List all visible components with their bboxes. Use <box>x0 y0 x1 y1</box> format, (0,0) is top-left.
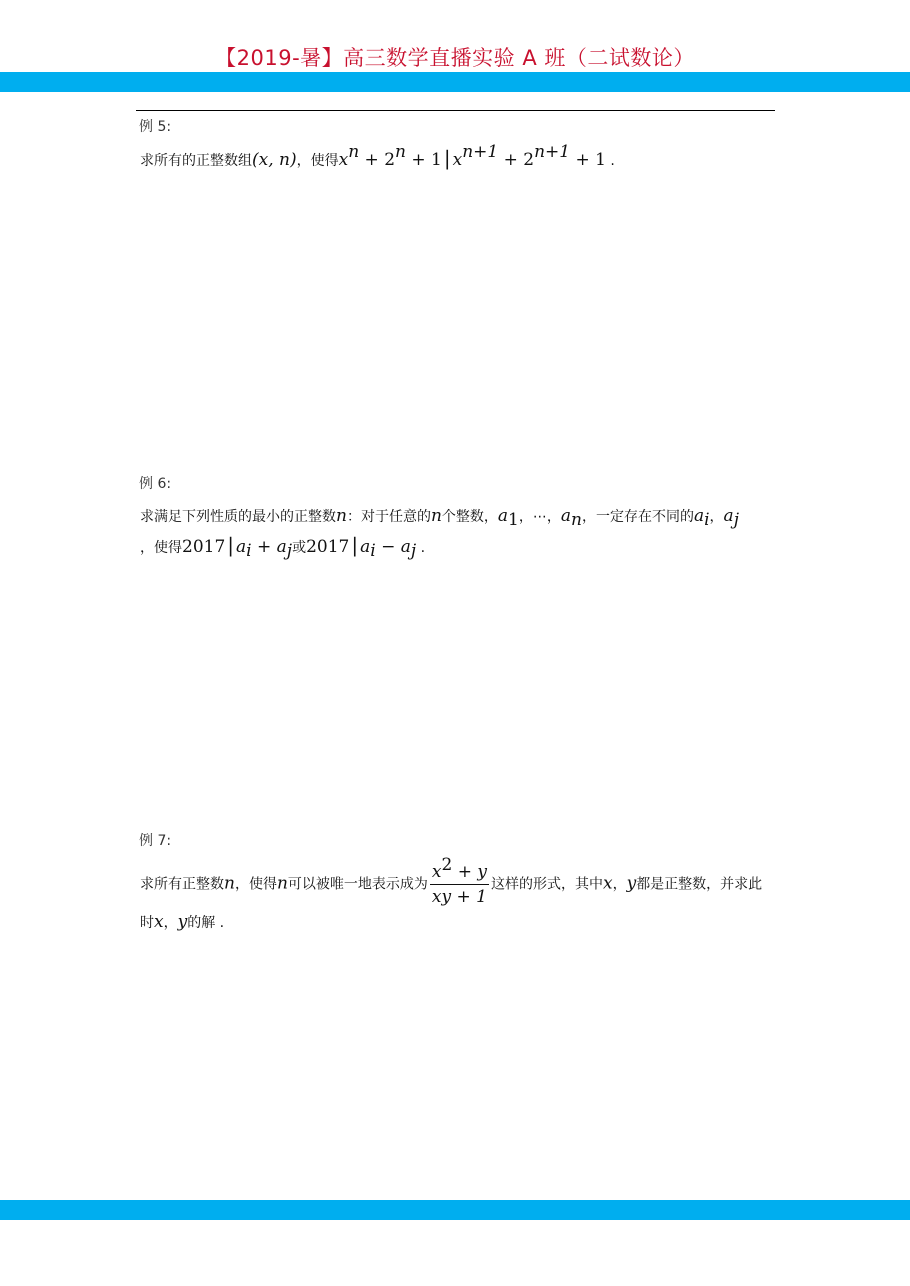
math-sub: i <box>704 510 710 530</box>
header-rule <box>136 110 775 111</box>
fraction-denominator: xy + 1 <box>431 887 487 907</box>
math: − <box>375 537 401 557</box>
math: a <box>400 537 411 557</box>
text: ，使得 <box>140 540 182 556</box>
text: 可以被唯一地表示成为 <box>287 876 428 893</box>
math: x <box>154 912 164 932</box>
example-6-label: 例 6: <box>139 476 172 492</box>
math: n <box>336 506 347 526</box>
example-7-problem <box>140 855 772 938</box>
math: a <box>723 506 734 526</box>
math: + 2 <box>498 150 535 170</box>
math: n <box>276 873 288 894</box>
text: . <box>605 153 615 169</box>
math: n <box>430 506 442 526</box>
divides-bar: | <box>443 146 451 170</box>
math: + 2 <box>359 150 396 170</box>
math: a <box>236 537 247 557</box>
text: ：对于任意的 <box>346 509 431 525</box>
divides-bar: | <box>351 533 359 557</box>
text: . <box>416 540 426 556</box>
math-sup: n <box>348 142 360 162</box>
text: 这样的形式，其中 <box>490 876 603 893</box>
math-sub: j <box>733 510 739 530</box>
math: a <box>360 537 371 557</box>
text: ， <box>612 876 627 893</box>
text: ，使得 <box>234 876 277 893</box>
math: y <box>177 912 188 932</box>
math: a <box>276 537 287 557</box>
math: + y <box>452 862 487 882</box>
text: 的解 . <box>187 915 225 931</box>
text: 或 <box>292 540 307 556</box>
text: ，使得 <box>296 153 339 169</box>
text: ， <box>709 509 724 525</box>
math-sub: n <box>571 510 582 530</box>
example-7-label: 例 7: <box>139 833 172 849</box>
math: + 1 <box>570 150 606 170</box>
example-5-problem <box>140 142 772 174</box>
divides-bar: | <box>227 533 235 557</box>
header-band <box>0 72 910 92</box>
math: (x, n) <box>252 150 297 170</box>
math: a <box>560 506 572 526</box>
math: + 1 <box>405 150 442 170</box>
math: x <box>431 862 442 882</box>
math: a <box>497 506 509 526</box>
math: + <box>251 537 277 557</box>
fraction <box>430 855 489 907</box>
example-6-problem <box>140 502 772 562</box>
math-sup: 2 <box>441 855 453 875</box>
math-sub: i <box>370 541 376 561</box>
document-title: 【2019-暑】高三数学直播实验 A 班（二试数论） <box>215 46 695 70</box>
math: 2017 <box>306 537 350 557</box>
math: 2017 <box>182 537 226 557</box>
math-sub: 1 <box>508 510 519 530</box>
fraction-numerator <box>430 855 489 885</box>
math: n <box>224 873 235 894</box>
text: 求所有正整数 <box>140 876 224 893</box>
text: 求满足下列性质的最小的正整数 <box>140 509 336 525</box>
math: x <box>338 150 349 170</box>
math-sub: i <box>246 541 252 561</box>
example-5-text: 求所有的正整数组 <box>140 153 252 169</box>
math-sup: n <box>395 142 406 162</box>
math: y <box>626 873 637 894</box>
math-sup: n+1 <box>534 142 571 162</box>
text: ， <box>163 915 178 931</box>
math: a <box>693 506 705 526</box>
footer-band <box>0 1200 910 1220</box>
math: x <box>452 150 463 170</box>
math: x <box>602 873 613 894</box>
text: ，⋯， <box>518 509 561 525</box>
text: 都是正整数，并求此时 <box>140 876 763 931</box>
math-sub: j <box>286 541 293 561</box>
text: ，一定存在不同的 <box>581 509 694 525</box>
example-5-label: 例 5: <box>139 119 172 135</box>
math-sup: n+1 <box>462 142 499 162</box>
math-sub: j <box>410 541 417 561</box>
text: 个整数， <box>441 509 498 525</box>
